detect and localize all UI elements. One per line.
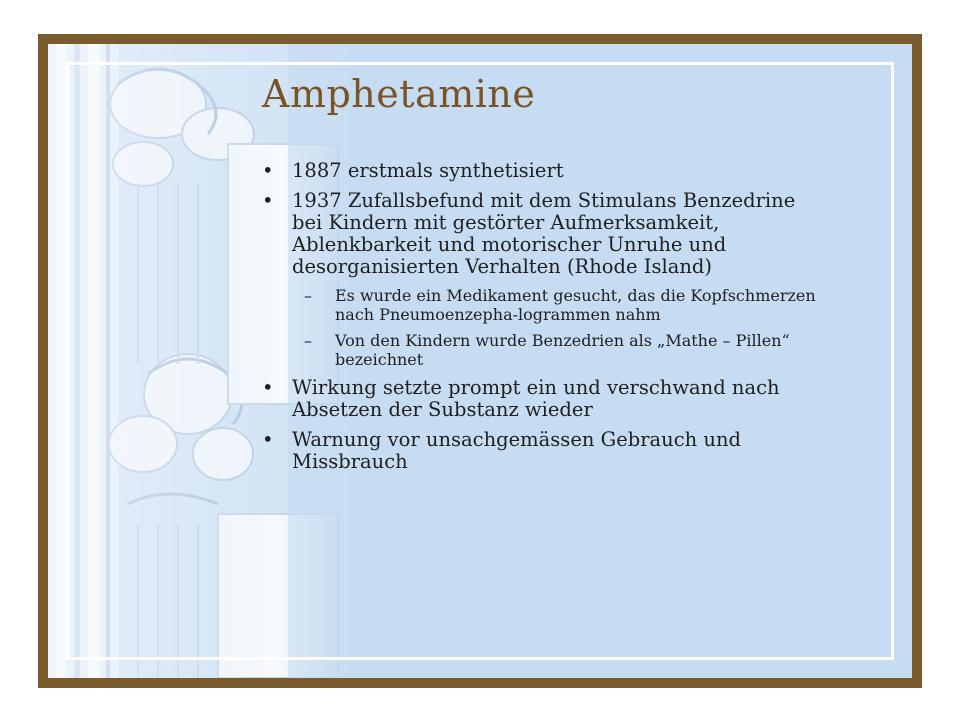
bullet-marker-icon: • (262, 428, 274, 451)
bullet-marker-icon: • (262, 376, 274, 399)
sub-bullet-list (292, 286, 822, 369)
bullet-item (262, 190, 822, 369)
dash-marker-icon: – (304, 286, 312, 305)
bullet-marker-icon: • (262, 189, 274, 212)
dash-marker-icon: – (304, 331, 312, 350)
sub-bullet-text: Von den Kindern wurde Benzedrien als „Mathe – Pillen“ bezeichnet (335, 331, 790, 369)
bullet-text: 1937 Zufallsbefund mit dem Stimulans Benzedrine bei Kindern mit gestörter Aufmerksamkeit, Ablenkbarkeit und motorischer Unruhe und desorganisierten Verhalten (Rhode Island) (292, 189, 796, 278)
bullet-text: Wirkung setzte prompt ein und verschwand nach Absetzen der Substanz wieder (292, 376, 780, 421)
bullet-text: 1887 erstmals synthetisiert (292, 159, 564, 182)
bullet-list (262, 160, 822, 473)
bullet-marker-icon: • (262, 159, 274, 182)
bullet-item (262, 429, 822, 473)
slide-content (262, 160, 822, 481)
slide-title: Amphetamine (262, 72, 536, 116)
bullet-item (262, 377, 822, 421)
sub-bullet-item (292, 331, 822, 369)
bullet-text: Warnung vor unsachgemässen Gebrauch und Missbrauch (292, 428, 741, 473)
bullet-item (262, 160, 822, 182)
sub-bullet-text: Es wurde ein Medikament gesucht, das die Kopfschmerzen nach Pneumoenzepha-logrammen nahm (335, 286, 816, 324)
sub-bullet-item (292, 286, 822, 324)
